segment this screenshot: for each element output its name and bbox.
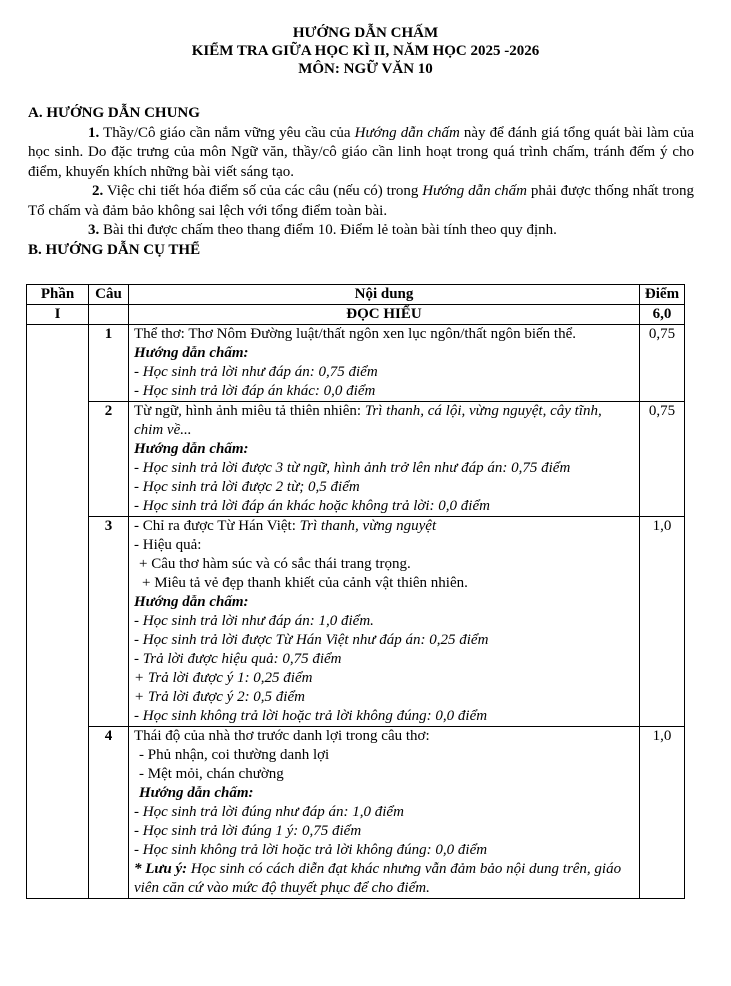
guide-item: - Học sinh trả lời đáp án khác: 0,0 điểm xyxy=(134,383,376,399)
guide-item: - Học sinh trả lời đúng 1 ý: 0,75 điểm xyxy=(134,823,362,839)
part-number: I xyxy=(27,305,89,325)
guide-paragraph-1 xyxy=(28,124,694,183)
guide-item: - Học sinh trả lời đúng như đáp án: 1,0 điểm xyxy=(134,804,404,820)
answer-text: + Câu thơ hàm súc và có sắc thái trang trọng. xyxy=(139,556,411,572)
subject-name: MÔN: NGỮ VĂN 10 xyxy=(298,61,433,77)
guide-item: - Học sinh trả lời được 2 từ; 0,5 điểm xyxy=(134,479,360,495)
paragraph-emphasis: Hướng dẫn chấm xyxy=(354,124,460,141)
answer-lead: Từ ngữ, hình ảnh miêu tả thiên nhiên: xyxy=(134,403,365,419)
empty-cell xyxy=(89,305,129,325)
document-title: HƯỚNG DẪN CHẤM xyxy=(292,25,439,41)
paragraph-number: 1. xyxy=(88,124,100,141)
answer-text: - Phủ nhận, coi thường danh lợi xyxy=(139,747,330,763)
answer-text xyxy=(134,517,634,536)
answer-text xyxy=(134,402,634,440)
section-a-heading: A. HƯỚNG DẪN CHUNG xyxy=(28,105,200,121)
section-a xyxy=(28,104,694,260)
grading-table xyxy=(26,284,685,899)
table-row xyxy=(27,517,685,727)
guide-paragraph-2 xyxy=(28,182,694,221)
answer-text: + Miêu tả vẻ đẹp thanh khiết của cảnh vật thiên nhiên. xyxy=(142,575,468,591)
question-number: 3 xyxy=(89,517,129,727)
guide-item: - Học sinh không trả lời hoặc trả lời không đúng: 0,0 điểm xyxy=(134,842,488,858)
paragraph-number: 2. xyxy=(92,183,104,199)
guide-item: - Học sinh trả lời được Từ Hán Việt như đáp án: 0,25 điểm xyxy=(134,632,489,648)
guide-item: - Học sinh trả lời như đáp án: 1,0 điểm. xyxy=(134,613,374,629)
question-content xyxy=(129,402,640,517)
guide-paragraph-3 xyxy=(28,221,694,241)
question-points: 1,0 xyxy=(640,727,685,899)
section-b-heading: B. HƯỚNG DẪN CỤ THỂ xyxy=(28,241,201,258)
question-content xyxy=(129,325,640,402)
table-row xyxy=(27,727,685,899)
paragraph-text: phải được thống nhất trong Tổ chấm và đảm bảo không sai lệch với tổng điểm toàn bài. xyxy=(28,183,694,219)
question-points: 1,0 xyxy=(640,517,685,727)
paragraph-text: Bài thi được chấm theo thang điểm 10. Điểm lẻ toàn bài tính theo quy định. xyxy=(99,222,557,238)
table-header-row xyxy=(27,285,685,305)
guide-item: + Trả lời được ý 2: 0,5 điểm xyxy=(134,689,305,705)
guide-item: - Học sinh trả lời đáp án khác hoặc không trả lời: 0,0 điểm xyxy=(134,498,490,514)
paragraph-number: 3. xyxy=(88,222,100,238)
note-label: * Lưu ý: xyxy=(134,861,188,877)
note-text: Học sinh có cách diễn đạt khác nhưng vẫn đảm bảo nội dung trên, giáo viên căn cứ vào mức độ thuyết phục để cho điểm. xyxy=(134,861,622,896)
question-content xyxy=(129,517,640,727)
paragraph-text: này để đánh giá tổng quát bài làm của học sinh. Do đặc trưng của môn Ngữ văn, thầy/cô giáo cần linh hoạt trong quá trình chấm, tránh đếm ý cho điểm, khuyến khích những bài viết sáng tạo. xyxy=(28,124,694,180)
guide-item: - Trả lời được hiệu quả: 0,75 điểm xyxy=(134,651,342,667)
guide-label: Hướng dẫn chấm: xyxy=(139,785,254,801)
guide-label: Hướng dẫn chấm: xyxy=(134,345,249,361)
guide-label: Hướng dẫn chấm: xyxy=(134,441,249,457)
answer-text: - Mệt mỏi, chán chường xyxy=(139,766,284,782)
question-content xyxy=(129,727,640,899)
question-number: 1 xyxy=(89,325,129,402)
answer-text: Thể thơ: Thơ Nôm Đường luật/thất ngôn xen lục ngôn/thất ngôn biến thể. xyxy=(134,326,577,342)
question-points: 0,75 xyxy=(640,325,685,402)
answer-text: Thái độ của nhà thơ trước danh lợi trong câu thơ: xyxy=(134,728,430,744)
header-content: Nội dung xyxy=(129,285,640,305)
table-row xyxy=(27,402,685,517)
note xyxy=(134,860,634,898)
paragraph-text: Việc chi tiết hóa điểm số của các câu (nếu có) trong xyxy=(103,183,423,199)
guide-item: - Học sinh không trả lời hoặc trả lời không đúng: 0,0 điểm xyxy=(134,708,488,724)
answer-lead: - Chỉ ra được Từ Hán Việt: xyxy=(134,518,300,534)
part-row xyxy=(27,305,685,325)
guide-item: + Trả lời được ý 1: 0,25 điểm xyxy=(134,670,313,686)
guide-label: Hướng dẫn chấm: xyxy=(134,594,249,610)
question-points: 0,75 xyxy=(640,402,685,517)
part-points: 6,0 xyxy=(640,305,685,325)
exam-name: KIỂM TRA GIỮA HỌC KÌ II, NĂM HỌC 2025 -2026 xyxy=(191,43,540,59)
answer-emphasis: Trì thanh, vừng nguyệt xyxy=(299,518,437,534)
paragraph-text: Thầy/Cô giáo cần nắm vững yêu cầu của xyxy=(99,124,355,141)
table-row xyxy=(27,325,685,402)
guide-item: - Học sinh trả lời như đáp án: 0,75 điểm xyxy=(134,364,378,380)
header-part: Phần xyxy=(27,285,89,305)
header-points: Điểm xyxy=(640,285,685,305)
answer-emphasis: Trì thanh, cá lội, vừng nguyệt, cây tĩnh, chim về... xyxy=(134,403,602,438)
header-question: Câu xyxy=(89,285,129,305)
paragraph-emphasis: Hướng dẫn chấm xyxy=(422,183,527,199)
part-title: ĐỌC HIỂU xyxy=(129,305,640,325)
answer-text: - Hiệu quả: xyxy=(134,537,202,553)
guide-item: - Học sinh trả lời được 3 từ ngữ, hình ảnh trở lên như đáp án: 0,75 điểm xyxy=(134,460,571,476)
part-cell xyxy=(27,325,89,899)
question-number: 4 xyxy=(89,727,129,899)
question-number: 2 xyxy=(89,402,129,517)
